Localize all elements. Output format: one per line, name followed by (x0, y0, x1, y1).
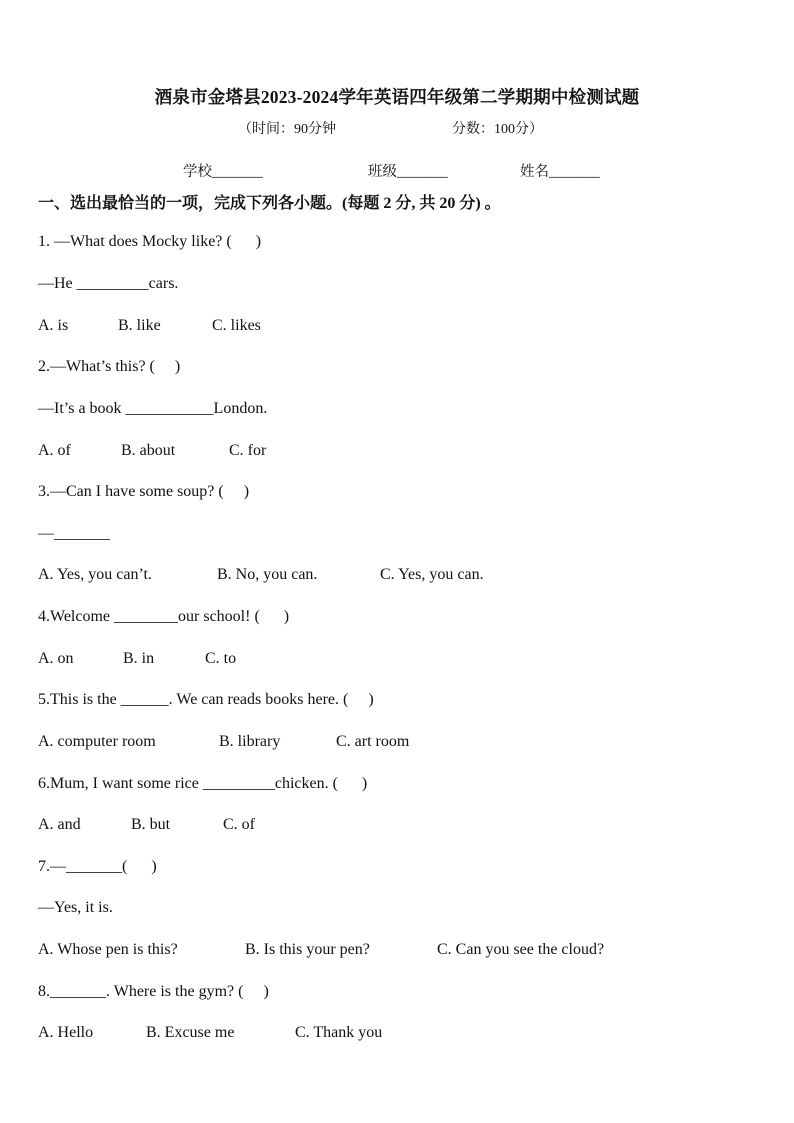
question-4-stem: 4.Welcome ________our school! ( ) (38, 608, 290, 625)
question-7-answer: —Yes, it is. (38, 899, 113, 916)
question-1-stem: 1. —What does Mocky like? ( ) (38, 233, 262, 250)
question-2-option-a: A. of (38, 442, 71, 459)
question-5-option-b: B. library (219, 733, 281, 750)
question-6-option-b: B. but (131, 816, 171, 833)
question-5-option-a: A. computer room (38, 733, 156, 750)
exam-title: 酒泉市金塔县2023-2024学年英语四年级第二学期期中检测试题 (154, 87, 640, 107)
question-5-option-c: C. art room (336, 733, 410, 750)
question-3-option-c: C. Yes, you can. (380, 566, 484, 583)
question-2-option-b: B. about (121, 442, 176, 459)
question-4-option-b: B. in (123, 650, 155, 667)
question-5-stem: 5.This is the ______. We can reads books here. ( ) (38, 691, 374, 708)
question-7-option-b: B. Is this your pen? (245, 941, 370, 958)
question-7-option-a: A. Whose pen is this? (38, 941, 178, 958)
question-1-option-c: C. likes (212, 317, 261, 334)
question-1-option-b: B. like (118, 317, 161, 334)
question-3-option-b: B. No, you can. (217, 566, 318, 583)
question-3-stem: 3.—Can I have some soup? ( ) (38, 483, 250, 500)
exam-score: 分数：100分） (452, 122, 543, 137)
question-3-answer: —_______ (38, 525, 110, 542)
question-7-option-c: C. Can you see the cloud? (437, 941, 605, 958)
name-field: 姓名_______ (520, 164, 600, 180)
question-6-stem: 6.Mum, I want some rice _________chicken. ( ) (38, 775, 368, 792)
question-6-option-c: C. of (223, 816, 255, 833)
question-1-answer: —He _________cars. (38, 275, 179, 292)
question-1-option-a: A. is (38, 317, 69, 334)
question-8-option-b: B. Excuse me (146, 1024, 235, 1041)
question-6-option-a: A. and (38, 816, 81, 833)
question-7-stem: 7.—_______( ) (38, 858, 157, 875)
question-2-stem: 2.—What’s this? ( ) (38, 358, 181, 375)
question-8-option-a: A. Hello (38, 1024, 94, 1041)
question-2-answer: —It’s a book ___________London. (38, 400, 268, 417)
school-field: 学校_______ (183, 164, 263, 180)
question-4-option-a: A. on (38, 650, 74, 667)
question-8-stem: 8._______. Where is the gym? ( ) (38, 983, 269, 1000)
question-4-option-c: C. to (205, 650, 237, 667)
exam-time: （时间：90分钟 (238, 122, 336, 137)
question-8-option-c: C. Thank you (295, 1024, 383, 1041)
question-3-option-a: A. Yes, you can’t. (38, 566, 152, 583)
class-field: 班级_______ (368, 164, 448, 180)
question-2-option-c: C. for (229, 442, 267, 459)
section-heading: 一、选出最恰当的一项，完成下列各小题。(每题 2 分, 共 20 分) 。 (38, 195, 501, 212)
